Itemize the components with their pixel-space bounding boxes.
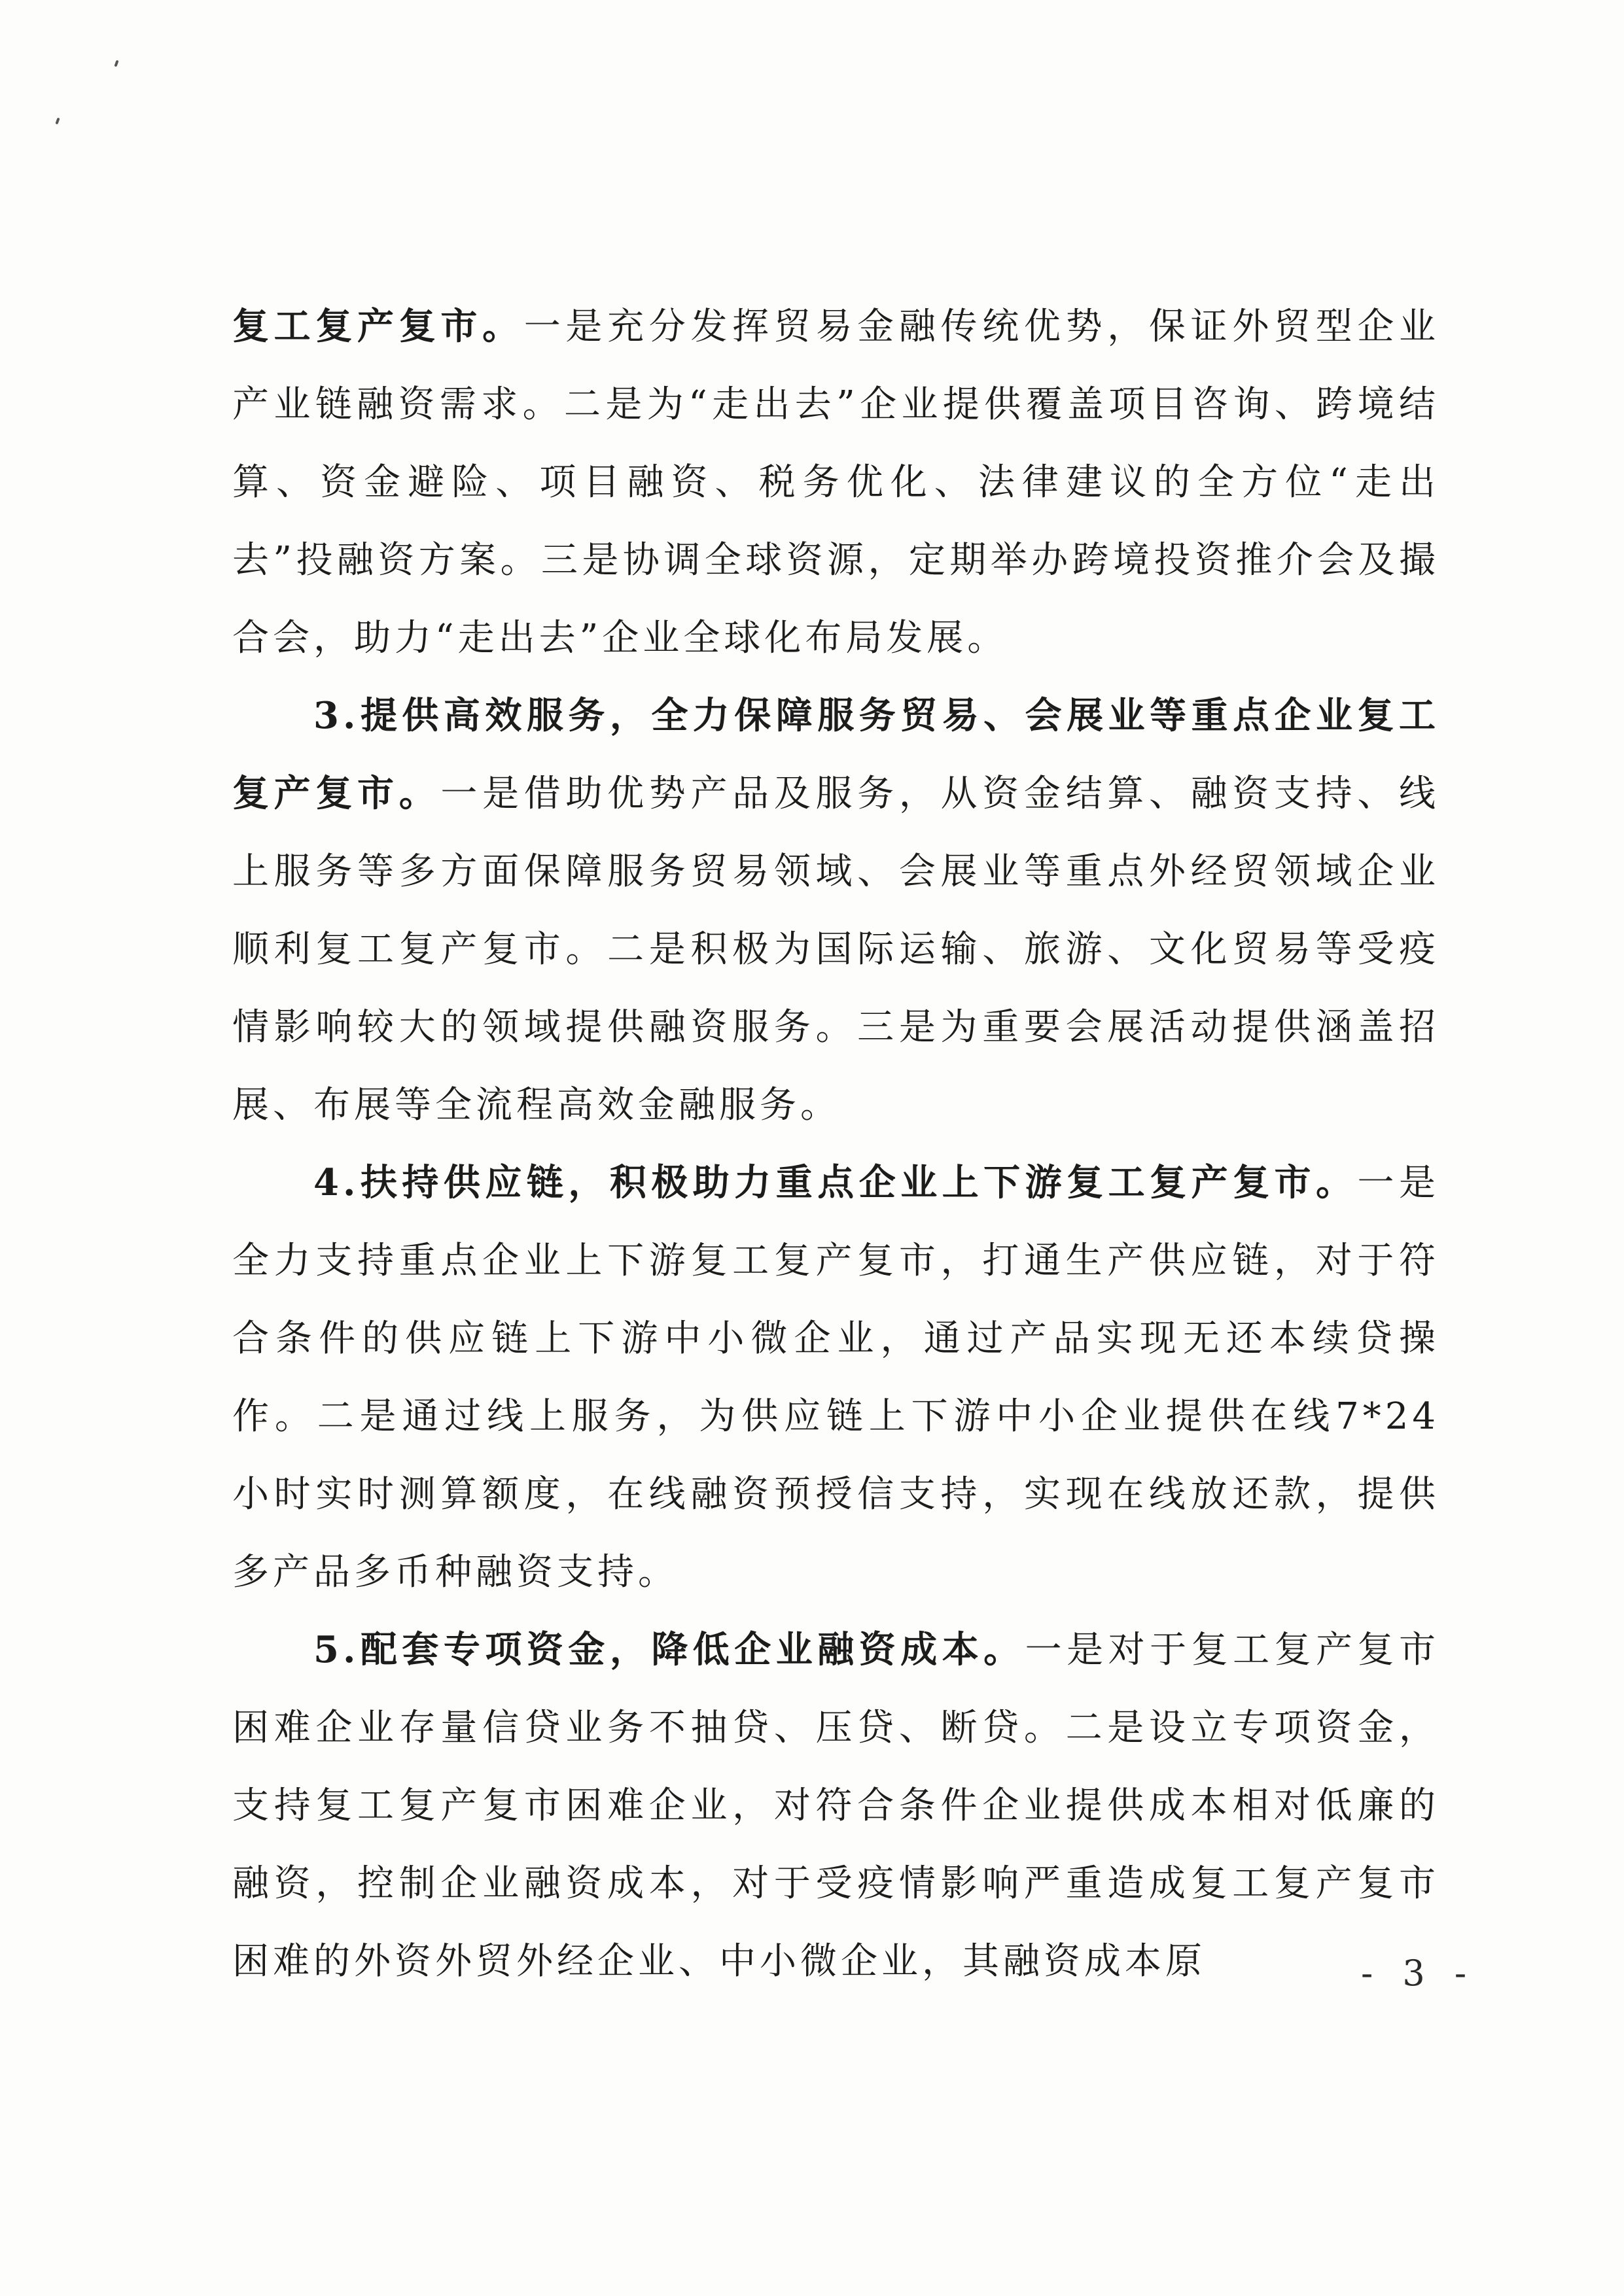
paragraph-heading: 复工复产复市。	[232, 305, 524, 348]
paragraph-text: 一是充分发挥贸易金融传统优势，保证外贸型企业产业链融资需求。二是为“走出去”企业提供覆盖项目咨询、跨境结算、资金避险、项目融资、税务优化、法律建议的全方位“走出去”投融资方案。三是协调全球资源，定期举办跨境投资推介会及撮合会，助力“走出去”企业全球化布局发展。	[232, 305, 1440, 659]
paragraph-text: 一是对于复工复产复市困难企业存量信贷业务不抽贷、压贷、断贷。二是设立专项资金，支持复工复产复市困难企业，对符合条件企业提供成本相对低廉的融资，控制企业融资成本，对于受疫情影响严重造成复工复产复市困难的外资外贸外经企业、中小微企业，其融资成本原	[232, 1629, 1439, 1983]
paragraph-heading: 4.扶持供应链，积极助力重点企业上下游复工复产复市。	[313, 1161, 1358, 1204]
paragraph-text: 一是借助优势产品及服务，从资金结算、融资支持、线上服务等多方面保障服务贸易领域、会展业等重点外经贸领域企业顺利复工复产复市。二是积极为国际运输、旅游、文化贸易等受疫情影响较大的领域提供融资服务。三是为重要会展活动提供涵盖招展、布展等全流程高效金融服务。	[232, 773, 1440, 1126]
scan-speck	[55, 118, 60, 125]
paragraph-heading: 3.提供高效服务，全力保障服务贸易、会展业等重点企业复工复产复市。	[232, 694, 1439, 815]
page-number: - 3 -	[1361, 1953, 1476, 1994]
paragraph-1	[232, 288, 1439, 677]
paragraph-2	[232, 677, 1439, 1144]
paragraph-4	[232, 1611, 1439, 2000]
paragraph-3	[232, 1144, 1439, 1611]
scan-speck	[114, 60, 118, 67]
paragraph-text: 一是全力支持重点企业上下游复工复产复市，打通生产供应链，对于符合条件的供应链上下游中小微企业，通过产品实现无还本续贷操作。二是通过线上服务，为供应链上下游中小企业提供在线7*24 小时实时测算额度，在线融资预授信支持，实现在线放还款，提供多产品多币种融资支持。	[232, 1162, 1439, 1593]
document-body	[232, 288, 1439, 2000]
paragraph-heading: 5.配套专项资金，降低企业融资成本。	[313, 1628, 1025, 1671]
